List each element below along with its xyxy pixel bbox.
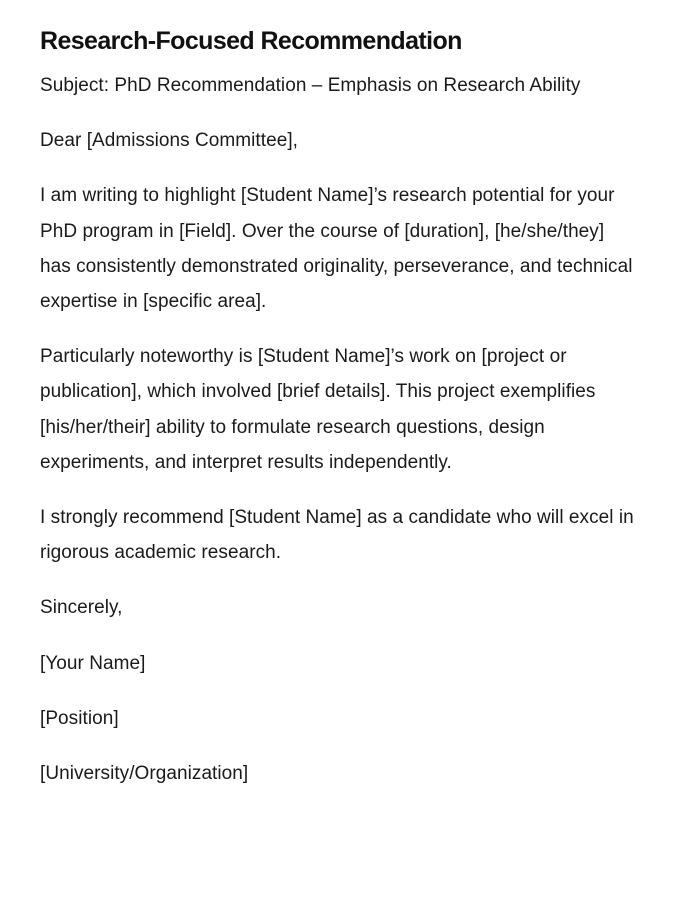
signature-name: [Your Name]	[40, 652, 146, 674]
signature-position: [Position]	[40, 707, 119, 729]
document-title: Research-Focused Recommendation	[40, 27, 462, 55]
closing: Sincerely,	[40, 597, 123, 619]
subject-line: Subject: PhD Recommendation – Emphasis on Research Ability	[40, 75, 581, 96]
signature-organization: [University/Organization]	[40, 763, 249, 785]
salutation: Dear [Admissions Committee],	[40, 130, 298, 152]
body-paragraph-intro: I am writing to highlight [Student Name]’s research potential for your PhD program in [Field]. Over the course of [duration], [he/she/they] has consistently demonstrated originality, perseverance, and technical expertise in [specific area].	[40, 185, 633, 313]
body-paragraph-project: Particularly noteworthy is [Student Name]’s work on [project or publication], which involved [brief details]. This project exemplifies [his/her/their] ability to formulate research questions, design experiments, and interpret results independently.	[40, 346, 596, 473]
body-paragraph-recommendation: I strongly recommend [Student Name] as a candidate who will excel in rigorous academic research.	[40, 507, 634, 564]
